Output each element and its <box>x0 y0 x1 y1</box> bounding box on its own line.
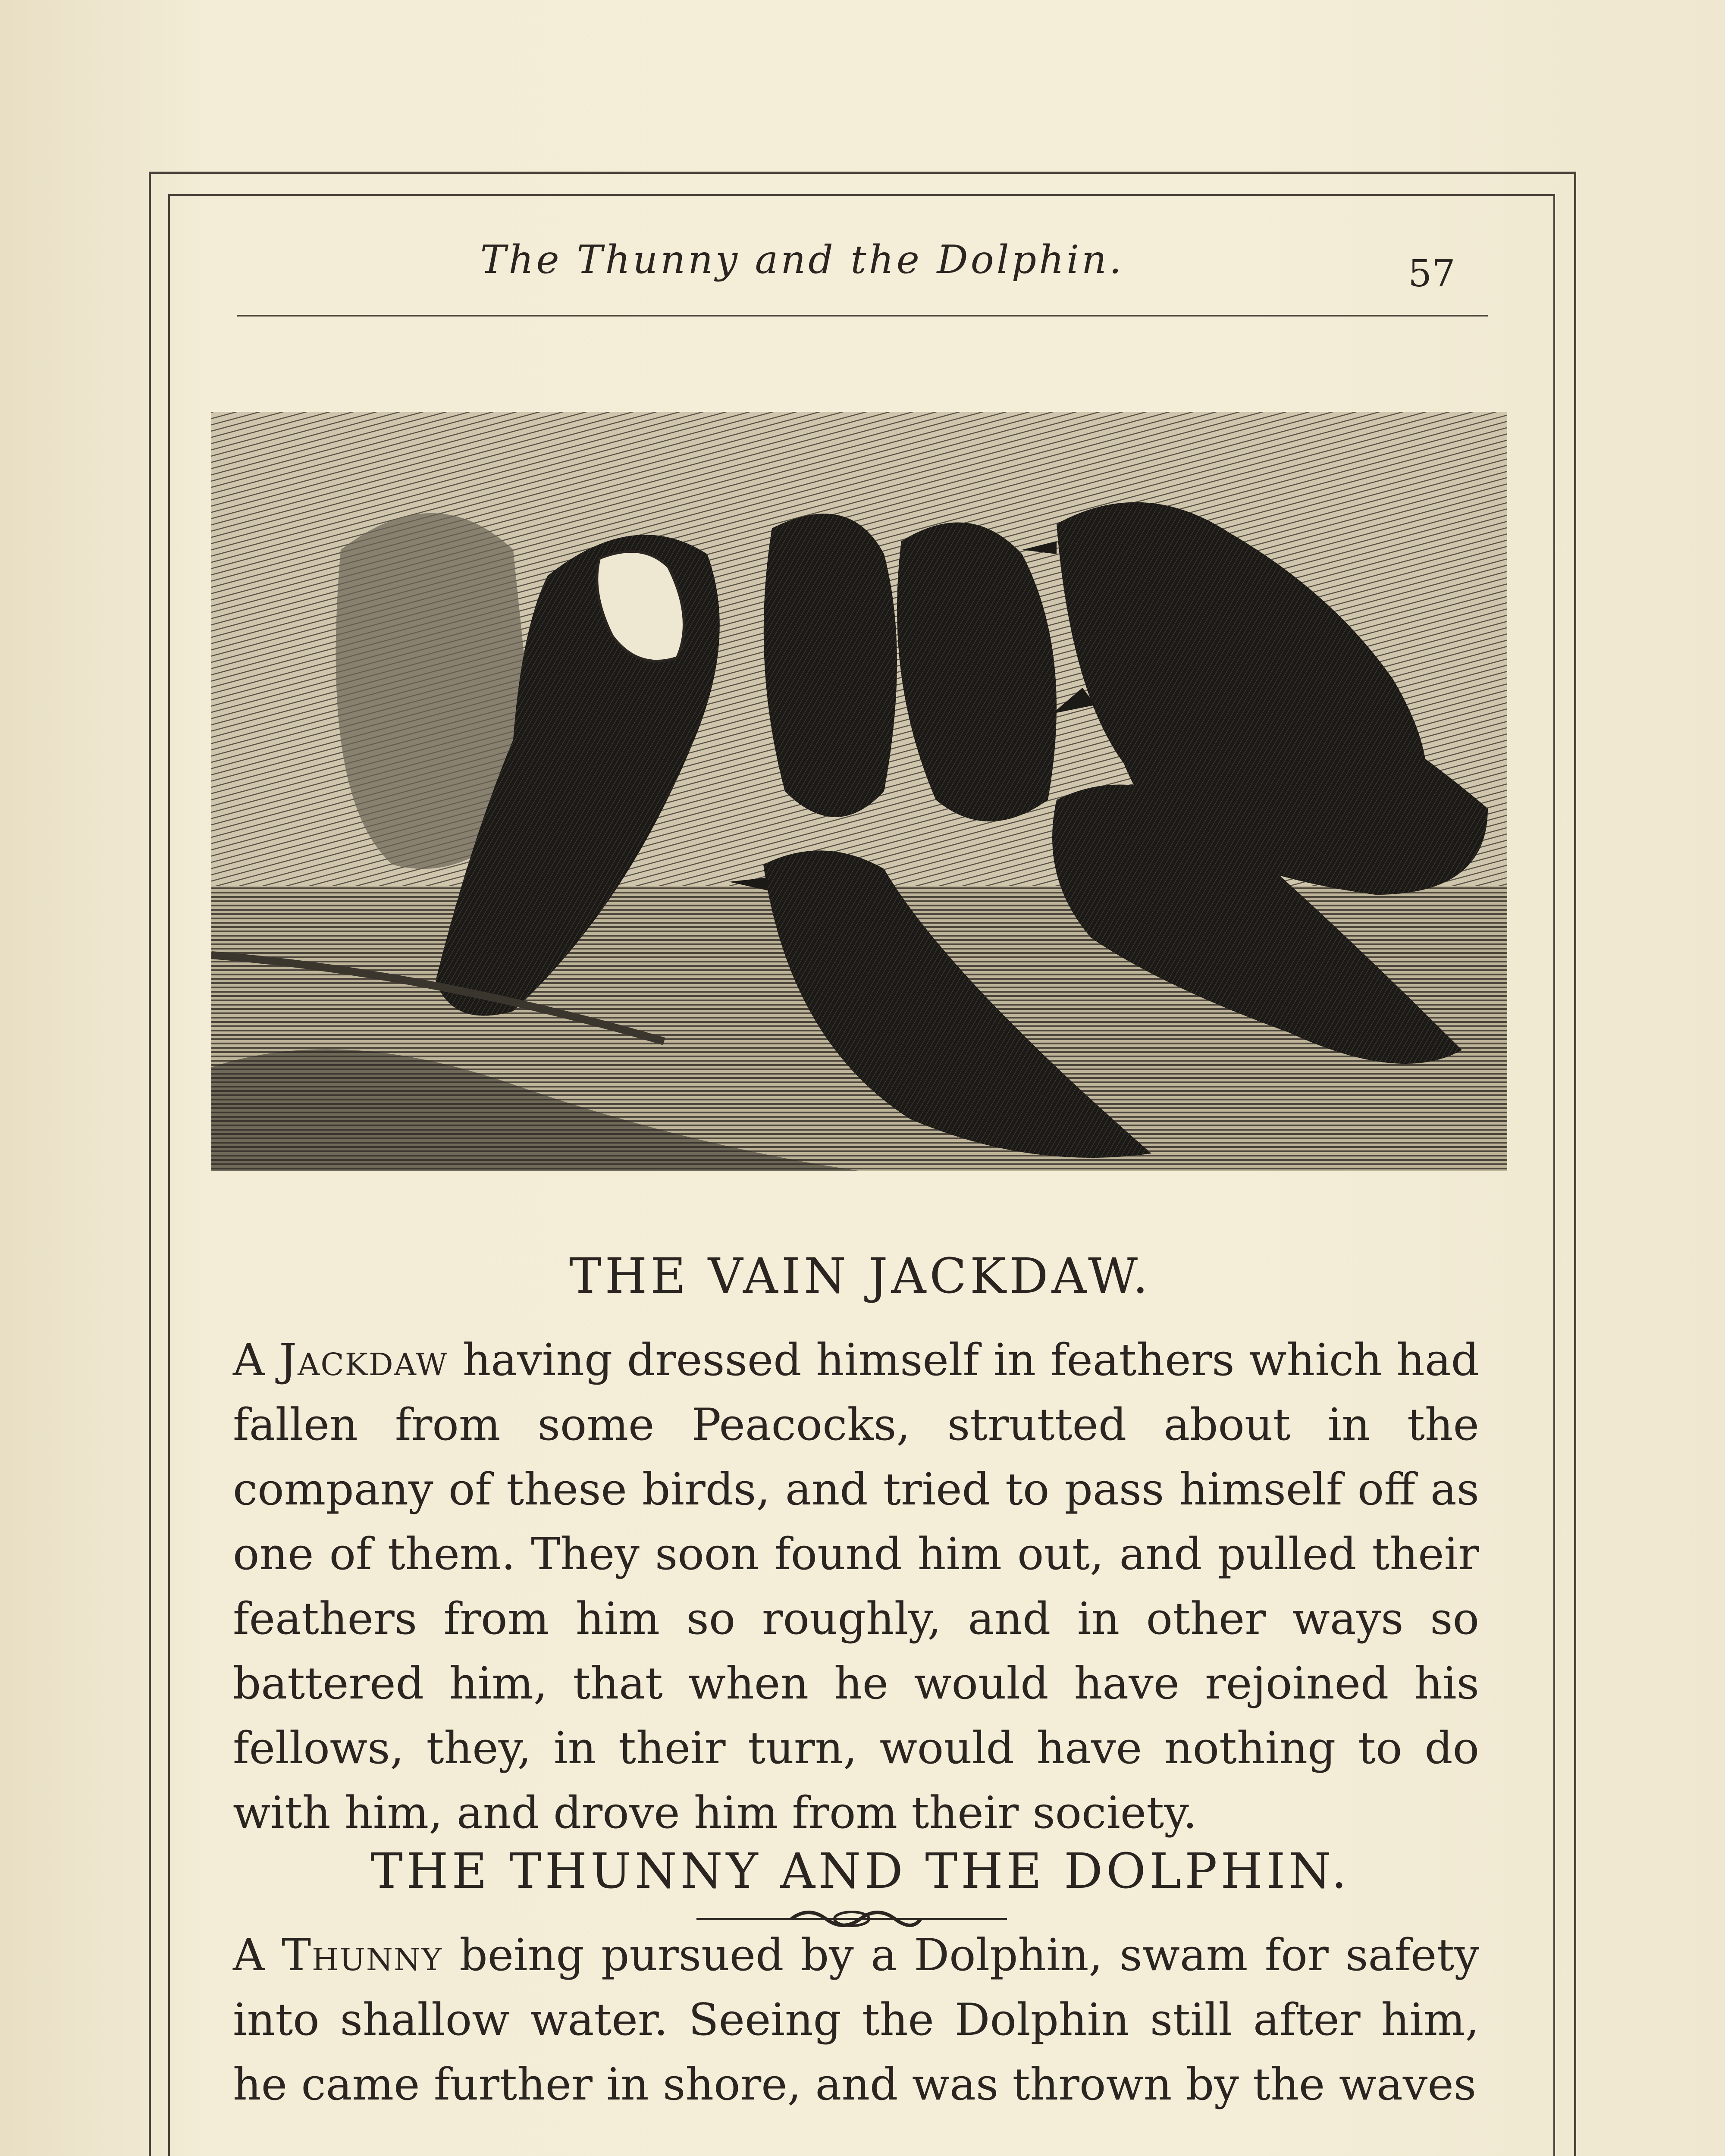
lead-small-caps: Thunny <box>282 1930 442 1981</box>
lead-letter: A <box>233 1930 265 1981</box>
illustration-svg <box>211 412 1507 1171</box>
page-number: 57 <box>1408 252 1455 295</box>
crow-bird <box>764 514 897 817</box>
illustration-jackdaw-engraving <box>211 412 1507 1171</box>
running-head: The Thunny and the Dolphin. <box>480 237 1124 282</box>
lead-letter: A <box>233 1335 265 1386</box>
lead-small-caps: Jackdaw <box>279 1335 448 1386</box>
fable-text-thunny-dolphin <box>233 1923 1479 2117</box>
fable-title-thunny-dolphin: THE THUNNY AND THE DOLPHIN. <box>370 1843 1350 1899</box>
fable-text-vain-jackdaw <box>233 1328 1479 1846</box>
fable-body: having dressed himself in feathers which had fallen from some Peacocks, strutted about in the company of these birds, and tried to pass himself off as one of them. They soon found him out, and pulled their feathers from him so roughly, and in other ways so battered him, that when he would have rejoined his fellows, they, in their turn, would have nothing to do with him, and drove him from their society. <box>233 1335 1479 1839</box>
fable-title-vain-jackdaw: THE VAIN JACKDAW. <box>569 1248 1152 1304</box>
header-rule <box>237 315 1488 317</box>
fable-body: being pursued by a Dolphin, swam for safety into shallow water. Seeing the Dolphin still after him, he came further in shore, and was thrown by the waves <box>233 1930 1479 2110</box>
